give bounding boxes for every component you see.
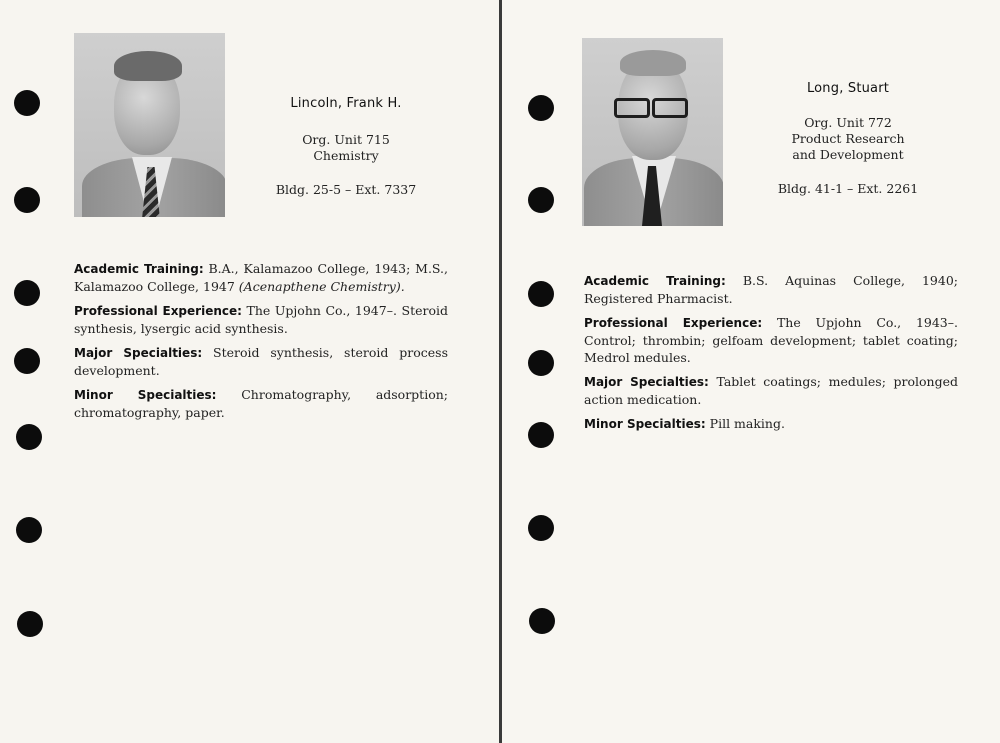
portrait-hair xyxy=(114,51,182,81)
academic-thesis: (Acenapthene Chemistry). xyxy=(238,279,405,294)
department-line-2: and Development xyxy=(792,147,904,162)
binder-hole xyxy=(14,90,40,116)
binder-hole xyxy=(528,515,554,541)
binder-hole xyxy=(17,611,43,637)
academic-text: B.S. Aquinas College, 1940; Registered Pharmacist. xyxy=(584,273,959,306)
portrait-photo xyxy=(74,33,225,217)
binder-hole xyxy=(16,517,42,543)
right-page xyxy=(502,0,1000,743)
biography xyxy=(74,260,448,428)
org-unit: Org. Unit 715 xyxy=(302,132,390,147)
minor-text: Chromatography, adsorption; chromatography, paper. xyxy=(74,387,448,420)
minor-specialties xyxy=(74,386,448,421)
binder-hole xyxy=(528,187,554,213)
binder-hole xyxy=(14,187,40,213)
biography xyxy=(584,272,958,440)
org-info xyxy=(764,115,932,197)
major-text: Steroid synthesis, steroid process development. xyxy=(74,345,448,378)
professional-experience xyxy=(74,302,448,337)
major-label: Major Specialties: xyxy=(74,346,203,360)
binder-hole xyxy=(528,350,554,376)
minor-label: Minor Specialties: xyxy=(584,417,706,431)
minor-label: Minor Specialties: xyxy=(74,388,217,402)
professional-text: The Upjohn Co., 1943–. Control; thrombin; gelfoam development; tablet coating; Medrol medules. xyxy=(584,315,958,365)
building-extension: Bldg. 25-5 – Ext. 7337 xyxy=(275,182,417,197)
portrait-hair xyxy=(620,50,686,76)
binder-hole xyxy=(529,608,555,634)
major-specialties xyxy=(74,344,448,379)
professional-experience xyxy=(584,314,958,366)
person-name: Lincoln, Frank H. xyxy=(290,96,402,111)
academic-label: Academic Training: xyxy=(74,262,204,276)
professional-label: Professional Experience: xyxy=(74,304,242,318)
binder-hole xyxy=(16,424,42,450)
major-text: Tablet coatings; medules; prolonged action medication. xyxy=(584,374,958,407)
binder-hole xyxy=(528,95,554,121)
org-unit: Org. Unit 772 xyxy=(804,115,892,130)
academic-training xyxy=(584,272,958,307)
glasses-lens-right xyxy=(652,98,688,118)
binder-hole xyxy=(14,348,40,374)
binder-hole xyxy=(528,281,554,307)
department-line-1: Product Research xyxy=(791,131,905,146)
department: Chemistry xyxy=(313,148,379,163)
academic-training xyxy=(74,260,448,295)
minor-text: Pill making. xyxy=(709,416,785,431)
academic-text: B.A., Kalamazoo College, 1943; M.S., Kalamazoo College, 1947 xyxy=(74,261,448,294)
academic-label: Academic Training: xyxy=(584,274,726,288)
major-label: Major Specialties: xyxy=(584,375,709,389)
binder-hole xyxy=(14,280,40,306)
person-name: Long, Stuart xyxy=(806,81,890,96)
professional-text: The Upjohn Co., 1947–. Steroid synthesis, lysergic acid synthesis. xyxy=(74,303,448,336)
building-extension: Bldg. 41-1 – Ext. 2261 xyxy=(777,181,919,196)
glasses-lens-left xyxy=(614,98,650,118)
minor-specialties xyxy=(584,415,958,433)
portrait-photo xyxy=(582,38,723,226)
binder-hole xyxy=(528,422,554,448)
major-specialties xyxy=(584,373,958,408)
org-info xyxy=(262,132,430,198)
professional-label: Professional Experience: xyxy=(584,316,763,330)
